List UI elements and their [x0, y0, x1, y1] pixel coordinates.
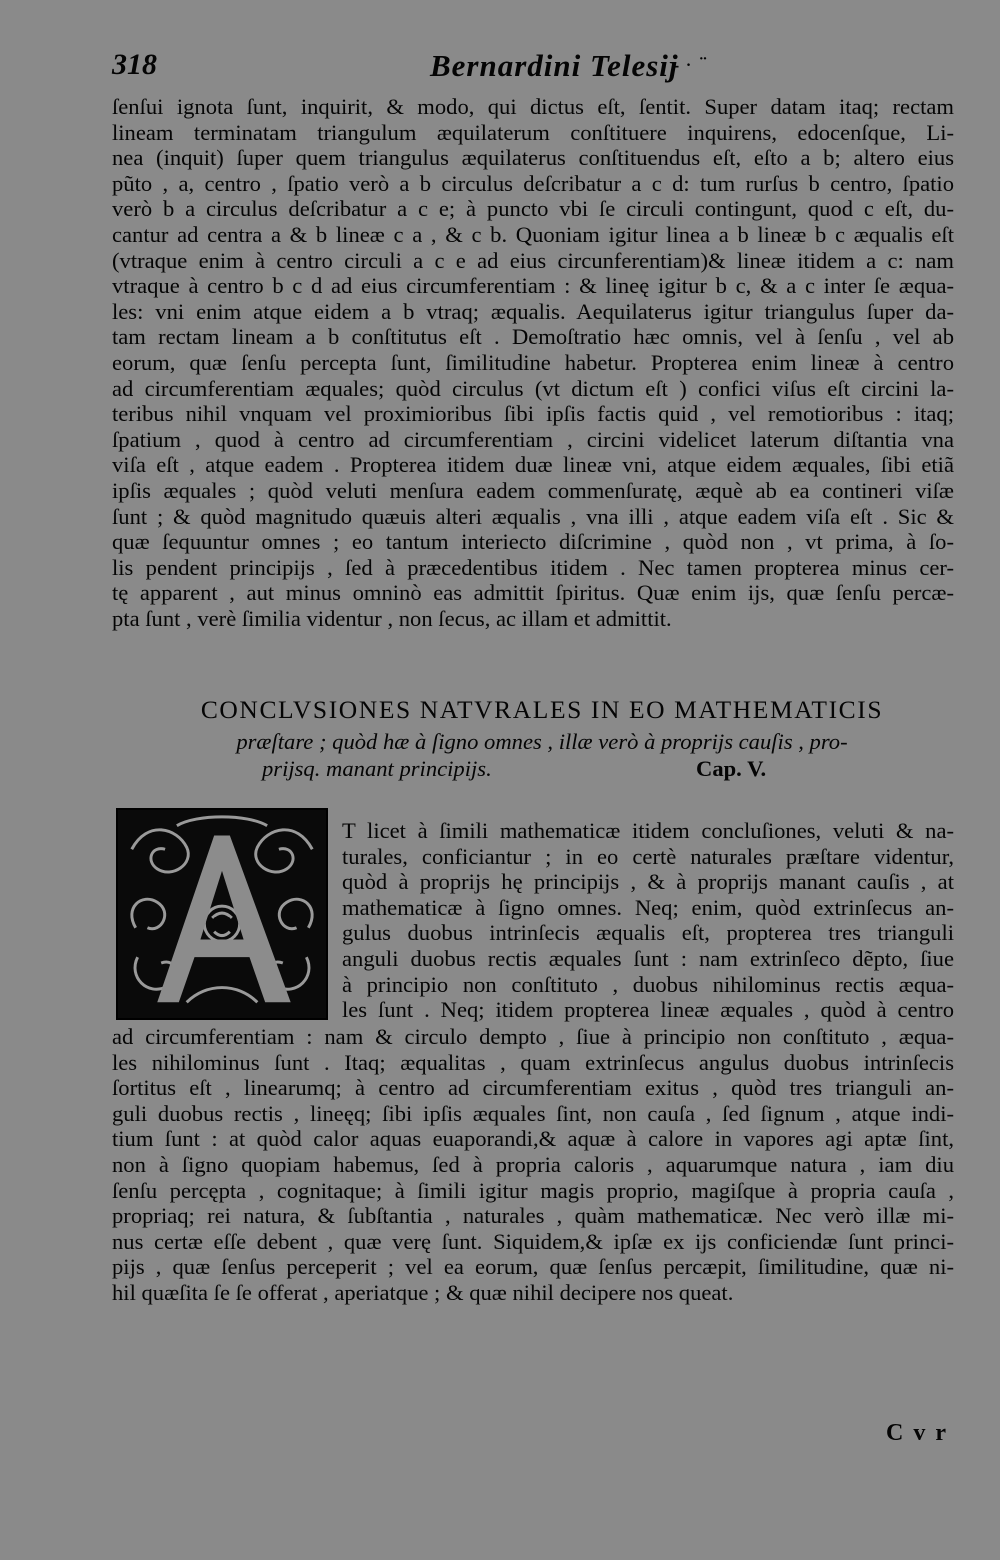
chapter-number: Cap. V. — [696, 756, 767, 781]
page-number: 318 — [112, 48, 157, 81]
text-line: teribus nihil vnquam vel proximioribus ſibi ipſis factis quid , vel remotioribus : itaq; — [112, 401, 954, 427]
decorated-initial-a-image — [118, 810, 326, 1018]
text-line: pũto , a, centro , ſpatio verò a b circulus deſcribatur a c d: tum rurſus b centro, ſpatio — [112, 170, 954, 196]
text-line: ſenſui ignota ſunt, inquirit, & modo, qui dictus eſt, ſentit. Super datam itaq; rectam — [112, 94, 954, 119]
chapter-subtitle-end — [262, 755, 842, 783]
text-line: (vtraque enim à centro circuli a c e ad eius circunferentiam)& lineæ itidem a c: nam — [112, 247, 954, 273]
text-line: nus certæ eſſe debent , quæ verę ſunt. Siquidem,& ipſæ ex ijs conficiendæ ſunt princi- — [112, 1228, 954, 1254]
text-line: guli duobus rectis , lineęq; ſibi ipſis æquales ſint, non cauſa , ſed ſignum , atque indi- — [112, 1100, 954, 1126]
catchword: C v r — [886, 1420, 948, 1446]
paragraph-conclusions-beside-initial — [342, 818, 954, 1023]
paragraph-conclusions-full-width — [112, 1024, 954, 1306]
text-line: lis pendent principijs , ſed à præcedentibus itidem . Nec tamen propterea minus cer- — [112, 554, 954, 580]
text-line: tam rectam lineam a b conſtitutus eſt . Demoſtratio hæc omnis, vel à ſenſu , vel ab — [112, 324, 954, 350]
text-line: ſortitus eſt , linearumq; à centro ad circumferentiam exitus , quòd tres trianguli an- — [112, 1075, 954, 1101]
chapter-title: CONCLVSIONES NATVRALES IN EO MATHEMATICIS — [200, 695, 884, 724]
text-line: ad circumferentiam : nam & circulo dempto , ſiue à principio non conſtituto , æqua- — [112, 1024, 954, 1049]
text-line: vtraque à centro b c d ad eius circumferentiam : & lineę igitur b c, & a c inter ſe æqua- — [112, 273, 954, 299]
text-line: viſa eſt , atque eadem . Propterea itidem duæ lineæ vni, atque eidem æquales, ſibi etiã — [112, 452, 954, 478]
text-line: mathematicæ à ſigno omnes. Neq; enim, quòd extrinſecus an- — [342, 894, 954, 920]
text-line: cantur ad centra a & b lineæ c a , & c b. Quoniam igitur linea a b lineæ b c æqualis eſt — [112, 221, 954, 247]
text-line: tium ſunt : at quòd calor aquas euaporandi,& aquæ à calore in vapores agi aptæ ſint, — [112, 1126, 954, 1152]
chapter-subtitle-line2: prijsq. manant principijs. — [262, 756, 492, 781]
text-line: les nihilominus ſunt . Itaq; æqualitas , quam extrinſecus angulus duobus intrinſecis — [112, 1049, 954, 1075]
text-line: gulus duobus intrinſecis æqualis eſt, propterea tres trianguli — [342, 920, 954, 946]
text-line: ad circumferentiam æquales; quòd circulus (vt dictum eſt ) confici viſus eſt circini la- — [112, 375, 954, 401]
running-head-mark: - · ˙̇ — [672, 52, 705, 77]
text-line: ſenſu percępta , cognitaque; à ſimili igitur magis proprio, magiſque à propria cauſa , — [112, 1177, 954, 1203]
text-line: quòd à proprijs hę principijs , & à proprijs manant cauſis , at — [342, 869, 954, 895]
text-line: turales, conficiantur ; in eo certè naturales præſtare videntur, — [342, 843, 954, 869]
text-line: ſpatium , quod à centro ad circumferentiam , circini videlicet laterum diſtantia vna — [112, 426, 954, 452]
text-line: anguli duobus rectis æquales ſunt : nam extrinſeco dẽpto, ſiue — [342, 945, 954, 971]
text-line: T licet à ſimili mathematicæ itidem concluſiones, veluti & na- — [342, 818, 954, 843]
text-line: lineam terminatam triangulum æquilaterum conſtituere inquirens, edocenſque, Li- — [112, 119, 954, 145]
text-line: nea (inquit) ſuper quem triangulus æquilaterus conſtituendus eſt, eſto a b; altero eius — [112, 145, 954, 171]
text-line: à principio non conſtituto , duobus nihilominus rectis æqua- — [342, 971, 954, 997]
text-line: les: vni enim atque eidem a b vtraq; æqualis. Aequilaterus igitur triangulus ſuper da- — [112, 298, 954, 324]
text-line: ſunt ; & quòd magnitudo quæuis alteri æqualis , vna illi , atque eadem viſa eſt . Sic & — [112, 503, 954, 529]
chapter-subtitle: præſtare ; quòd hæ à ſigno omnes , illæ verò à proprijs cauſis , pro- — [236, 729, 848, 754]
text-line: ipſis æquales ; quòd veluti menſura eadem commenſuratę, æquè ab ea contineri viſæ — [112, 477, 954, 503]
running-head-title: Bernardini Telesij — [430, 48, 679, 83]
text-line: propriaq; rei natura, & ſubſtantia , naturales , quàm mathematicæ. Nec verò illæ mi- — [112, 1203, 954, 1229]
text-line: tę apparent , aut minus omninò eas admittit ſpiritus. Quæ enim ijs, quæ ſenſu percæ- — [112, 580, 954, 606]
decorated-initial — [116, 808, 328, 1020]
running-head — [112, 48, 932, 88]
text-line: les ſunt . Neq; itidem propterea lineæ æquales , quòd à centro — [342, 997, 954, 1023]
paragraph-demonstration — [112, 94, 954, 631]
text-line: pijs , quæ ſenſus perceperit ; vel ea eorum, quæ ſenſus percæpit, ſimilitudine, quæ ni- — [112, 1254, 954, 1280]
text-line: verò b a circulus deſcribatur a c e; à puncto vbi ſe circuli contingunt, quod c eſt, du- — [112, 196, 954, 222]
text-line: non à ſigno quopiam habemus, ſed à propria caloris , aquarumque natura , iam diu — [112, 1151, 954, 1177]
text-line: eorum, quæ ſenſu percepta ſunt, ſimilitudine habetur. Propterea enim lineæ à centro — [112, 349, 954, 375]
text-line: pta ſunt , verè ſimilia videntur , non ſecus, ac illam et admittit. — [112, 605, 672, 631]
text-line: quæ ſequuntur omnes ; eo tantum interiecto diſcrimine , quòd non , vt prima, à ſo- — [112, 529, 954, 555]
text-line: hil quæſita ſe ſe offerat , aperiatque ; & quæ nihil decipere nos queat. — [112, 1279, 734, 1305]
